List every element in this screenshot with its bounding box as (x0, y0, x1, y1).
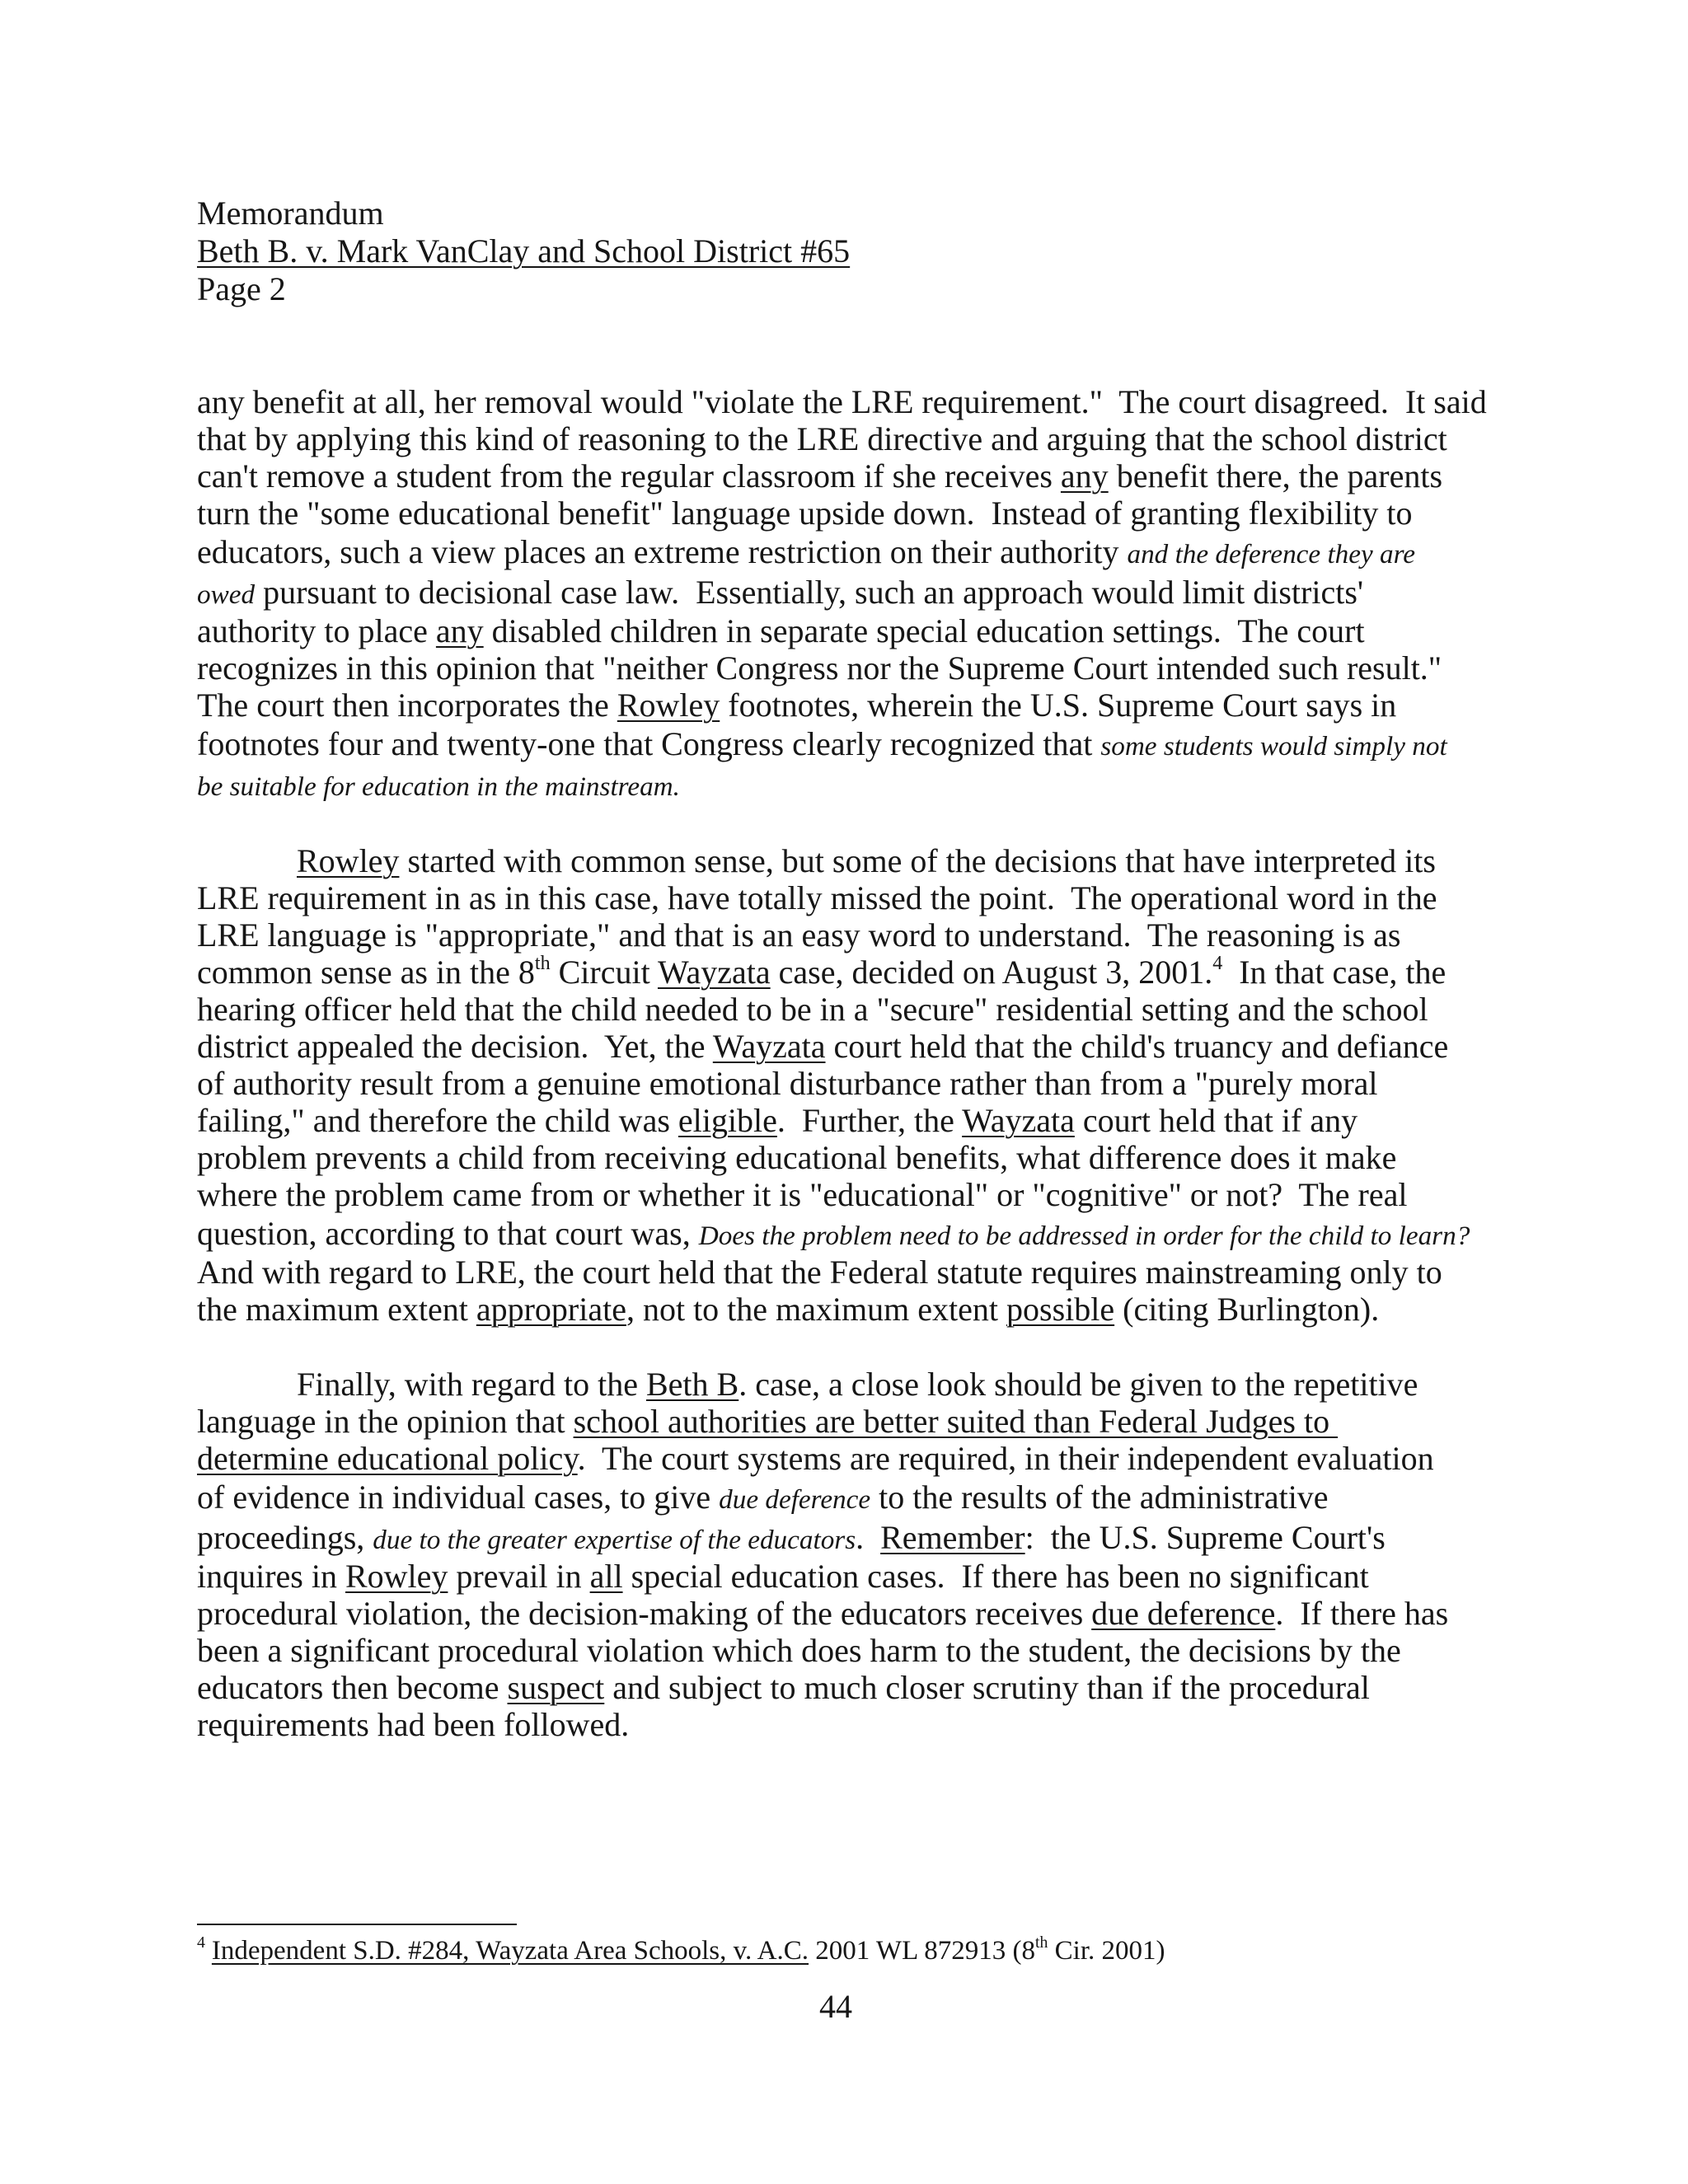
text-run: educators, such a view places an extreme restriction on their authority (197, 533, 1128, 570)
body-paragraph (197, 1366, 1491, 1743)
text-line (197, 724, 1491, 764)
underlined-text: Beth B (645, 1366, 739, 1403)
memo-title: Memorandum (197, 194, 384, 232)
text-run: any benefit at all, her removal would "violate the LRE requirement." The court disagreed. It said (197, 383, 1487, 420)
text-run: common sense as in the 8 (197, 954, 535, 991)
text-run: educators then become (197, 1669, 508, 1706)
underlined-text: any (1060, 457, 1109, 494)
body-paragraph (197, 842, 1491, 1328)
italic-text: due to the greater expertise of the educators (373, 1525, 856, 1555)
text-line (197, 842, 1491, 879)
underlined-text: Rowley (297, 842, 400, 879)
underlined-text: Independent S.D. #284, Wayzata Area Schools, v. A.C. (211, 1936, 809, 1966)
text-run: authority to place (197, 612, 436, 649)
text-run: . Further, the (776, 1102, 963, 1139)
footnote-citation (211, 1933, 1165, 1966)
underlined-text: possible (1006, 1291, 1115, 1328)
underlined-text: appropriate (476, 1291, 626, 1328)
text-run: special education cases. If there has been no significant (622, 1558, 1369, 1595)
text-run: where the problem came from or whether it is "educational" or "cognitive" or not? The real (197, 1176, 1408, 1213)
text-run: benefit there, the parents (1108, 457, 1443, 494)
text-run: and subject to much closer scrutiny than if the procedural (604, 1669, 1370, 1706)
text-line (197, 494, 1491, 532)
text-line (197, 1477, 1491, 1517)
text-line (197, 1440, 1491, 1477)
text-line (197, 1065, 1491, 1102)
text-line (197, 420, 1491, 457)
text-run: language in the opinion that (197, 1403, 574, 1440)
text-run: 2001 WL 872913 (8 (809, 1936, 1036, 1966)
text-run: of evidence in individual cases, to give (197, 1479, 720, 1516)
superscript-text: 4 (1212, 952, 1223, 974)
text-run: In that case, the (1222, 954, 1447, 991)
underlined-text: Rowley (617, 687, 720, 724)
text-run: footnotes, wherein the U.S. Supreme Court says in (720, 687, 1397, 724)
text-line (197, 1595, 1491, 1632)
text-line (197, 572, 1491, 612)
text-line (197, 1102, 1491, 1139)
text-run: prevail in (448, 1558, 590, 1595)
underlined-text: Wayzata (657, 954, 771, 991)
italic-text: and the deference they are (1127, 539, 1416, 569)
text-run: started with common sense, but some of the decisions that have interpreted its (399, 842, 1436, 879)
text-run: disabled children in separate special education settings. The court (483, 612, 1365, 649)
footnote-separator (197, 1924, 517, 1925)
text-line (197, 1254, 1491, 1291)
text-line (197, 991, 1491, 1028)
text-run: inquires in (197, 1558, 345, 1595)
text-run: recognizes in this opinion that "neither Congress nor the Supreme Court intended such result." (197, 649, 1442, 687)
memo-body (197, 383, 1491, 1743)
text-run: LRE language is "appropriate," and that is an easy word to understand. The reasoning is as (197, 916, 1401, 954)
superscript-text: th (534, 952, 551, 974)
text-line (197, 1669, 1491, 1706)
text-run: . case, a close look should be given to the repetitive (738, 1366, 1418, 1403)
text-line (197, 649, 1491, 687)
text-line (197, 1403, 1491, 1440)
case-caption: Beth B. v. Mark VanClay and School District #65 (197, 232, 851, 269)
underlined-text: all (589, 1558, 623, 1595)
footnote (197, 1933, 1165, 1966)
text-line (197, 1139, 1491, 1176)
underlined-text: suspect (507, 1669, 605, 1706)
text-line (197, 1632, 1491, 1669)
underlined-text: determine educational policy (197, 1440, 578, 1477)
text-run: Circuit (550, 954, 658, 991)
text-run: . The court systems are required, in their independent evaluation (577, 1440, 1434, 1477)
text-run: hearing officer held that the child needed to be in a "secure" residential setting and the school (197, 991, 1428, 1028)
text-run: case, decided on August 3, 2001. (770, 954, 1213, 991)
body-paragraph (197, 383, 1491, 804)
text-run: that by applying this kind of reasoning to the LRE directive and arguing that the school district (197, 420, 1447, 457)
text-line (197, 383, 1491, 420)
italic-text: be suitable for education in the mainstream. (197, 771, 680, 802)
text-line (197, 687, 1491, 724)
text-line (197, 954, 1491, 991)
text-run: problem prevents a child from receiving educational benefits, what difference does it make (197, 1139, 1397, 1176)
footnote-marker: 4 (197, 1933, 205, 1952)
page-number: 44 (819, 1988, 852, 2025)
text-run: (citing Burlington). (1114, 1291, 1380, 1328)
italic-text: some students would simply not (1100, 731, 1447, 762)
text-line (197, 532, 1491, 572)
text-line (197, 764, 1491, 804)
text-line (197, 1028, 1491, 1065)
text-run: LRE requirement in as in this case, have totally missed the point. The operational word in the (197, 879, 1437, 916)
text-run: turn the "some educational benefit" language upside down. Instead of granting flexibility to (197, 494, 1413, 532)
text-run: district appealed the decision. Yet, the (197, 1028, 713, 1065)
text-run: court held that the child's truancy and defiance (825, 1028, 1449, 1065)
text-line (197, 1176, 1491, 1213)
text-run: of authority result from a genuine emotional disturbance rather than from a "purely moral (197, 1065, 1378, 1102)
text-line (197, 879, 1491, 916)
text-run: : the U.S. Supreme Court's (1025, 1519, 1386, 1556)
text-run: , not to the maximum extent (626, 1291, 1006, 1328)
text-run: proceedings, (197, 1519, 373, 1556)
text-run: requirements had been followed. (197, 1706, 630, 1743)
text-run: . (856, 1519, 881, 1556)
text-run: question, according to that court was, (197, 1215, 699, 1252)
text-run: can't remove a student from the regular classroom if she receives (197, 457, 1061, 494)
text-run: . If there has (1275, 1595, 1449, 1632)
text-line (197, 1558, 1491, 1595)
text-run: The court then incorporates the (197, 687, 617, 724)
memo-header (197, 194, 850, 308)
superscript-text: th (1035, 1933, 1048, 1952)
text-run: court held that if any (1074, 1102, 1358, 1139)
underlined-text: Remember (880, 1519, 1025, 1556)
text-line (197, 1213, 1491, 1254)
underlined-text: due deference (1091, 1595, 1276, 1632)
text-line (197, 457, 1491, 494)
text-run: Finally, with regard to the (297, 1366, 646, 1403)
text-line (197, 916, 1491, 954)
italic-text: owed (197, 579, 256, 610)
italic-text: Does the problem need to be addressed in order for the child to learn? (698, 1221, 1470, 1251)
italic-text: due deference (719, 1484, 871, 1515)
text-run: pursuant to decisional case law. Essentially, such an approach would limit districts' (255, 574, 1364, 611)
underlined-text: any (435, 612, 484, 649)
underlined-text: Wayzata (712, 1028, 826, 1065)
text-run: to the results of the administrative (870, 1479, 1329, 1516)
text-line (197, 1706, 1491, 1743)
text-run: the maximum extent (197, 1291, 476, 1328)
text-run: footnotes four and twenty-one that Congress clearly recognized that (197, 725, 1101, 762)
text-line (197, 612, 1491, 649)
case-caption-line (197, 232, 850, 270)
text-run: been a significant procedural violation which does harm to the student, the decisions by the (197, 1632, 1401, 1669)
underlined-text: school authorities are better suited than Federal Judges to (573, 1403, 1339, 1440)
text-line (197, 1291, 1491, 1328)
text-run: failing," and therefore the child was (197, 1102, 678, 1139)
underlined-text: eligible (678, 1102, 777, 1139)
text-run: procedural violation, the decision-making of the educators receives (197, 1595, 1092, 1632)
text-line (197, 1517, 1491, 1558)
page-label: Page 2 (197, 270, 286, 307)
text-line (197, 1366, 1491, 1403)
underlined-text: Rowley (345, 1558, 448, 1595)
text-run: Cir. 2001) (1048, 1936, 1165, 1966)
underlined-text: Wayzata (962, 1102, 1075, 1139)
text-run: And with regard to LRE, the court held that the Federal statute requires mainstreaming only to (197, 1254, 1442, 1291)
